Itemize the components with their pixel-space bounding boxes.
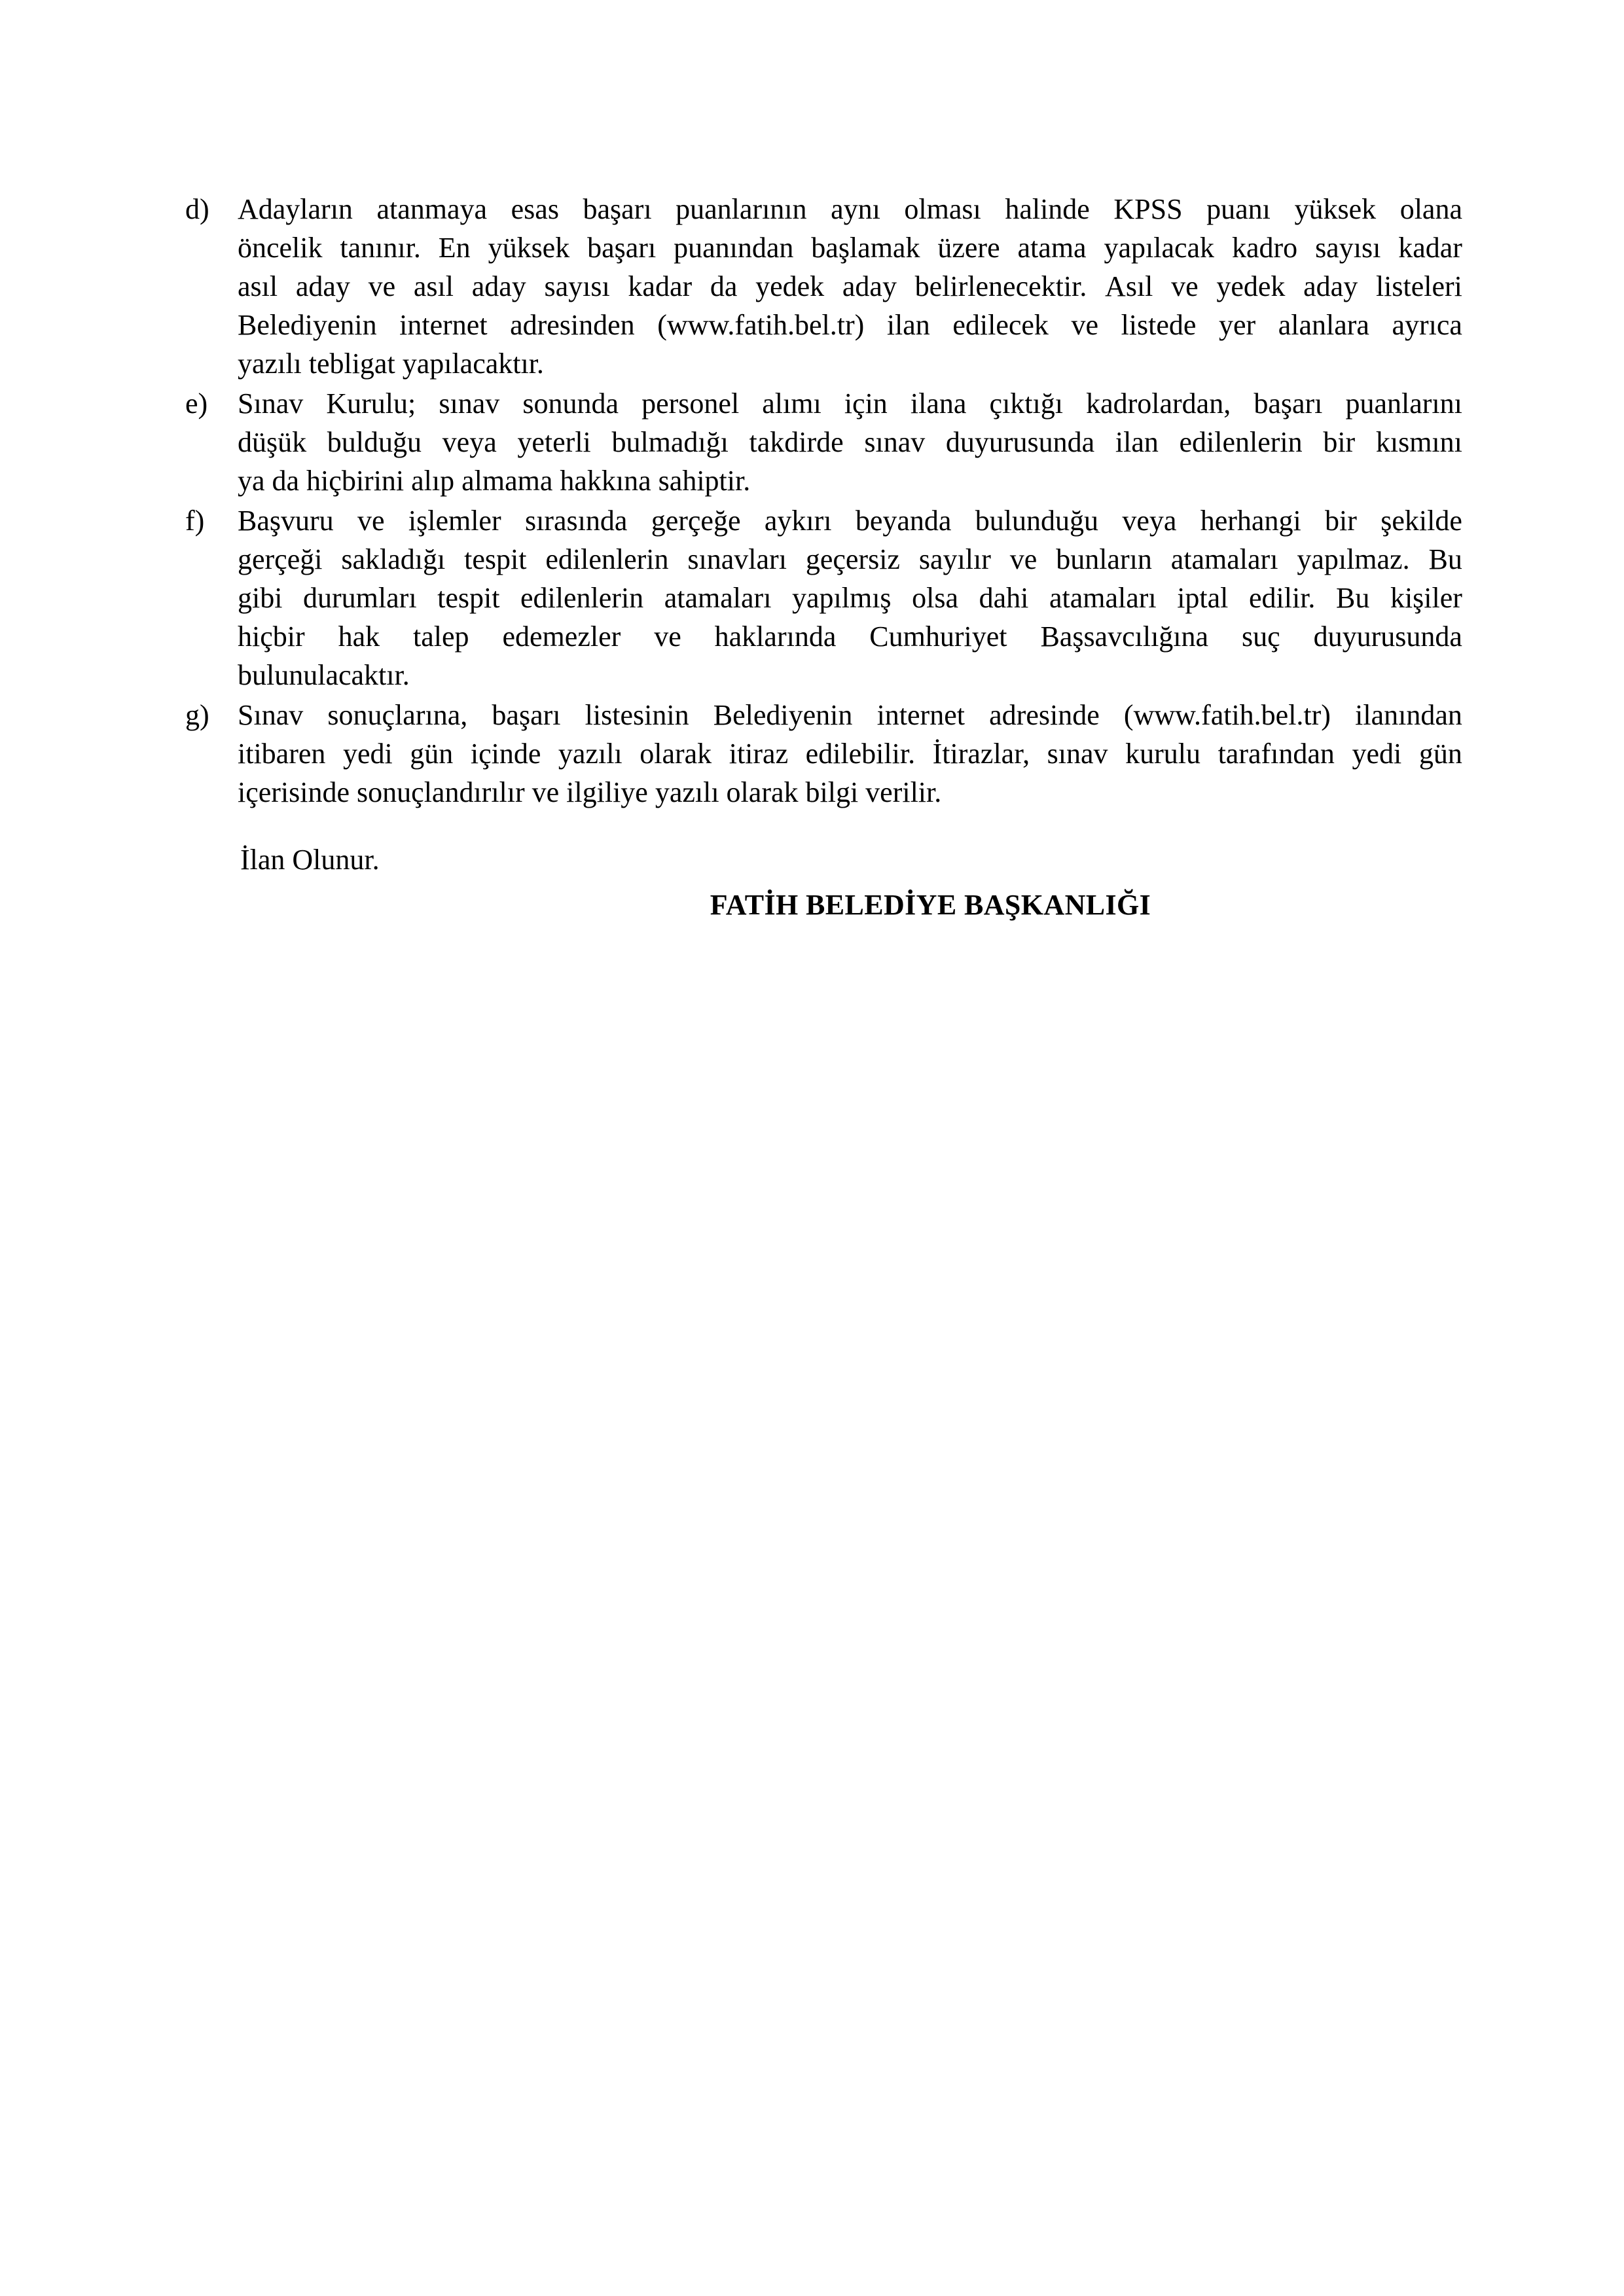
clause-g-line-1: Sınav sonuçlarına, başarı listesinin Belediyenin internet adresinde (www.fatih.bel.tr) ilanından <box>238 699 1462 731</box>
clause-f-line-5: bulunulacaktır. <box>238 659 410 691</box>
clause-g-line-3: içerisinde sonuçlandırılır ve ilgiliye yazılı olarak bilgi verilir. <box>238 776 942 808</box>
clause-e-line-2: düşük bulduğu veya yeterli bulmadığı takdirde sınav duyurusunda ilan edilenlerin bir kısmını <box>238 426 1462 458</box>
clause-marker-g: g) <box>185 699 209 731</box>
clause-e-line-1: Sınav Kurulu; sınav sonunda personel alımı için ilana çıktığı kadrolardan, başarı puanlarını <box>238 387 1462 420</box>
clause-text-e <box>238 384 1462 500</box>
clause-f-line-2: gerçeği sakladığı tespit edilenlerin sınavları geçersiz sayılır ve bunların atamaları yapılmaz. Bu <box>238 543 1462 575</box>
clause-text-f <box>238 501 1462 694</box>
clause-text-g <box>238 696 1462 812</box>
clause-item-e <box>183 384 1462 500</box>
clause-g-line-2: itibaren yedi gün içinde yazılı olarak itiraz edilebilir. İtirazlar, sınav kurulu tarafından yedi gün <box>238 738 1462 770</box>
closing-block <box>183 840 1462 924</box>
document-body <box>183 190 1462 924</box>
clause-marker-e: e) <box>185 387 208 420</box>
clause-d-line-2: öncelik tanınır. En yüksek başarı puanından başlamak üzere atama yapılacak kadro sayısı kadar <box>238 232 1462 264</box>
signature-authority: FATİH BELEDİYE BAŞKANLIĞI <box>710 889 1151 921</box>
clause-text-d <box>238 190 1462 383</box>
clause-d-line-5: yazılı tebligat yapılacaktır. <box>238 348 544 380</box>
clause-f-line-3: gibi durumları tespit edilenlerin atamaları yapılmış olsa dahi atamaları iptal edilir. Bu kişiler <box>238 582 1462 614</box>
clause-marker-f: f) <box>185 505 205 537</box>
closing-statement: İlan Olunur. <box>240 844 380 876</box>
clause-f-line-1: Başvuru ve işlemler sırasında gerçeğe aykırı beyanda bulunduğu veya herhangi bir şekilde <box>238 505 1462 537</box>
clause-marker-d: d) <box>185 193 209 225</box>
clause-item-f <box>183 501 1462 694</box>
clause-e-line-3: ya da hiçbirini alıp almama hakkına sahiptir. <box>238 465 751 497</box>
clause-list <box>183 190 1462 812</box>
clause-d-line-1: Adayların atanmaya esas başarı puanlarının aynı olması halinde KPSS puanı yüksek olana <box>238 193 1462 225</box>
clause-item-d <box>183 190 1462 383</box>
clause-d-line-4: Belediyenin internet adresinden (www.fatih.bel.tr) ilan edilecek ve listede yer alanlara ayrıca <box>238 309 1462 341</box>
clause-d-line-3: asıl aday ve asıl aday sayısı kadar da yedek aday belirlenecektir. Asıl ve yedek aday listeleri <box>238 270 1462 302</box>
clause-item-g <box>183 696 1462 812</box>
clause-f-line-4: hiçbir hak talep edemezler ve haklarında Cumhuriyet Başsavcılığına suç duyurusunda <box>238 620 1462 653</box>
